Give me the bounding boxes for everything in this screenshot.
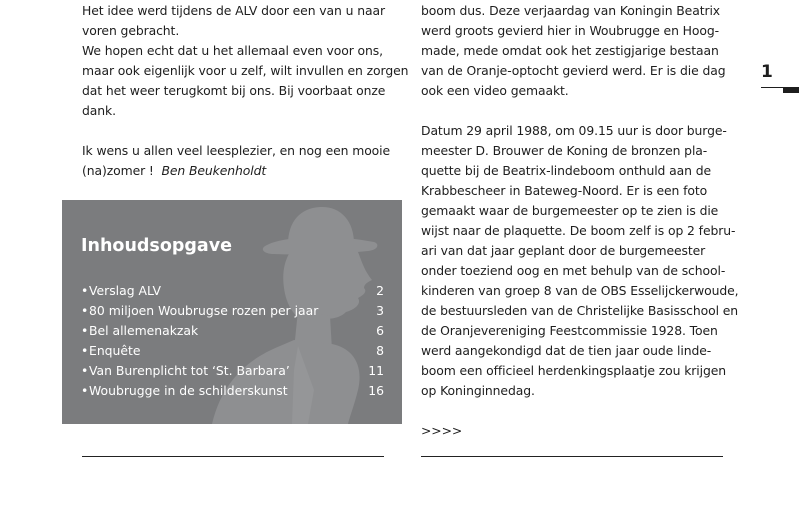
toc-item-page: 6 xyxy=(376,323,384,338)
text-line: wijst naar de plaquette. De boom zelf is op 2 febru- xyxy=(421,223,736,238)
text-line: ook een video gemaakt. xyxy=(421,83,569,98)
text-line: onder toeziend oog en met behulp van de school- xyxy=(421,263,726,278)
text-line: dank. xyxy=(82,103,116,118)
text-line: gemaakt waar de burgemeester op te zien is die xyxy=(421,203,719,218)
toc-item[interactable] xyxy=(81,321,384,341)
bullet-icon: • xyxy=(81,323,89,338)
bullet-icon: • xyxy=(81,343,89,358)
toc-item-label: Bel allemenakzak xyxy=(89,323,199,338)
toc-item-label: Woubrugge in de schilderskunst xyxy=(89,383,288,398)
text-line: de Oranjevereniging Feestcommissie 1928. Toen xyxy=(421,323,718,338)
text-line: de bestuursleden van de Christelijke Basisschool en xyxy=(421,303,739,318)
text-line: Ik wens u allen veel leesplezier, en nog een mooie xyxy=(82,143,391,158)
text-line: Datum 29 april 1988, om 09.15 uur is door burge- xyxy=(421,123,727,138)
toc-item-label: Van Burenplicht tot ‘St. Barbara’ xyxy=(89,363,290,378)
author-signature: Ben Beukenholdt xyxy=(161,163,267,178)
text-line: van de Oranje-optocht gevierd werd. Er is die dag xyxy=(421,63,726,78)
bullet-icon: • xyxy=(81,383,89,398)
toc-item[interactable] xyxy=(81,281,384,301)
text-line: op Koninginnedag. xyxy=(421,383,535,398)
text-line: quette bij de Beatrix-lindeboom onthuld aan de xyxy=(421,163,712,178)
text-line: voren gebracht. xyxy=(82,23,180,38)
table-of-contents xyxy=(62,200,402,424)
text-line: We hopen echt dat u het allemaal even voor ons, xyxy=(82,43,383,58)
continued-arrows: >>>> xyxy=(421,423,463,438)
page-number-underline xyxy=(761,87,799,93)
text-line: boom dus. Deze verjaardag van Koningin Beatrix xyxy=(421,3,721,18)
toc-item-page: 16 xyxy=(368,383,384,398)
closing-paragraph xyxy=(82,141,391,181)
text-line: Krabbescheer in Bateweg-Noord. Er is een foto xyxy=(421,183,708,198)
paragraph-gap xyxy=(421,101,726,121)
toc-item-page: 8 xyxy=(376,343,384,358)
text-line: dat het weer terugkomt bij ons. Bij voorbaat onze xyxy=(82,83,386,98)
beatrix-celebration-paragraph xyxy=(421,0,726,101)
text-line: werd aangekondigd dat de tien jaar oude linde- xyxy=(421,343,712,358)
toc-item-label: Enquête xyxy=(89,343,141,358)
text-line: meester D. Brouwer de Koning de bronzen pla- xyxy=(421,143,708,158)
toc-item-label: 80 miljoen Woubrugse rozen per jaar xyxy=(89,303,319,318)
bullet-icon: • xyxy=(81,303,89,318)
closing-text: (na)zomer ! xyxy=(82,163,154,178)
continuation-marker xyxy=(421,421,726,441)
toc-item-page: 11 xyxy=(368,363,384,378)
page-number: 1 xyxy=(761,62,773,82)
text-line: boom een officieel herdenkingsplaatje zou krijgen xyxy=(421,363,727,378)
toc-list xyxy=(81,281,384,401)
toc-item[interactable] xyxy=(81,301,384,321)
toc-item[interactable] xyxy=(81,361,384,381)
paragraph-gap xyxy=(421,401,726,421)
bullet-icon: • xyxy=(81,363,89,378)
text-line xyxy=(82,161,387,181)
text-line: kinderen van groep 8 van de OBS Esselijckerwoude, xyxy=(421,283,739,298)
left-column xyxy=(82,0,409,181)
text-line: Het idee werd tijdens de ALV door een van u naar xyxy=(82,3,385,18)
intro-paragraph xyxy=(82,0,409,121)
right-column-divider xyxy=(421,456,723,457)
plaquette-paragraph xyxy=(421,121,739,401)
text-line: ari van dat jaar geplant door de burgemeester xyxy=(421,243,706,258)
toc-item[interactable] xyxy=(81,341,384,361)
right-column xyxy=(421,0,739,441)
text-line: maar ook eigenlijk voor u zelf, wilt invullen en zorgen xyxy=(82,63,409,78)
text-line: made, mede omdat ook het zestigjarige bestaan xyxy=(421,43,719,58)
toc-title: Inhoudsopgave xyxy=(81,236,233,256)
toc-item-page: 3 xyxy=(376,303,384,318)
toc-item-page: 2 xyxy=(376,283,384,298)
text-line: werd groots gevierd hier in Woubrugge en Hoog- xyxy=(421,23,719,38)
bullet-icon: • xyxy=(81,283,89,298)
left-column-divider xyxy=(82,456,384,457)
toc-item[interactable] xyxy=(81,381,384,401)
toc-item-label: Verslag ALV xyxy=(89,283,162,298)
paragraph-gap xyxy=(82,121,387,141)
